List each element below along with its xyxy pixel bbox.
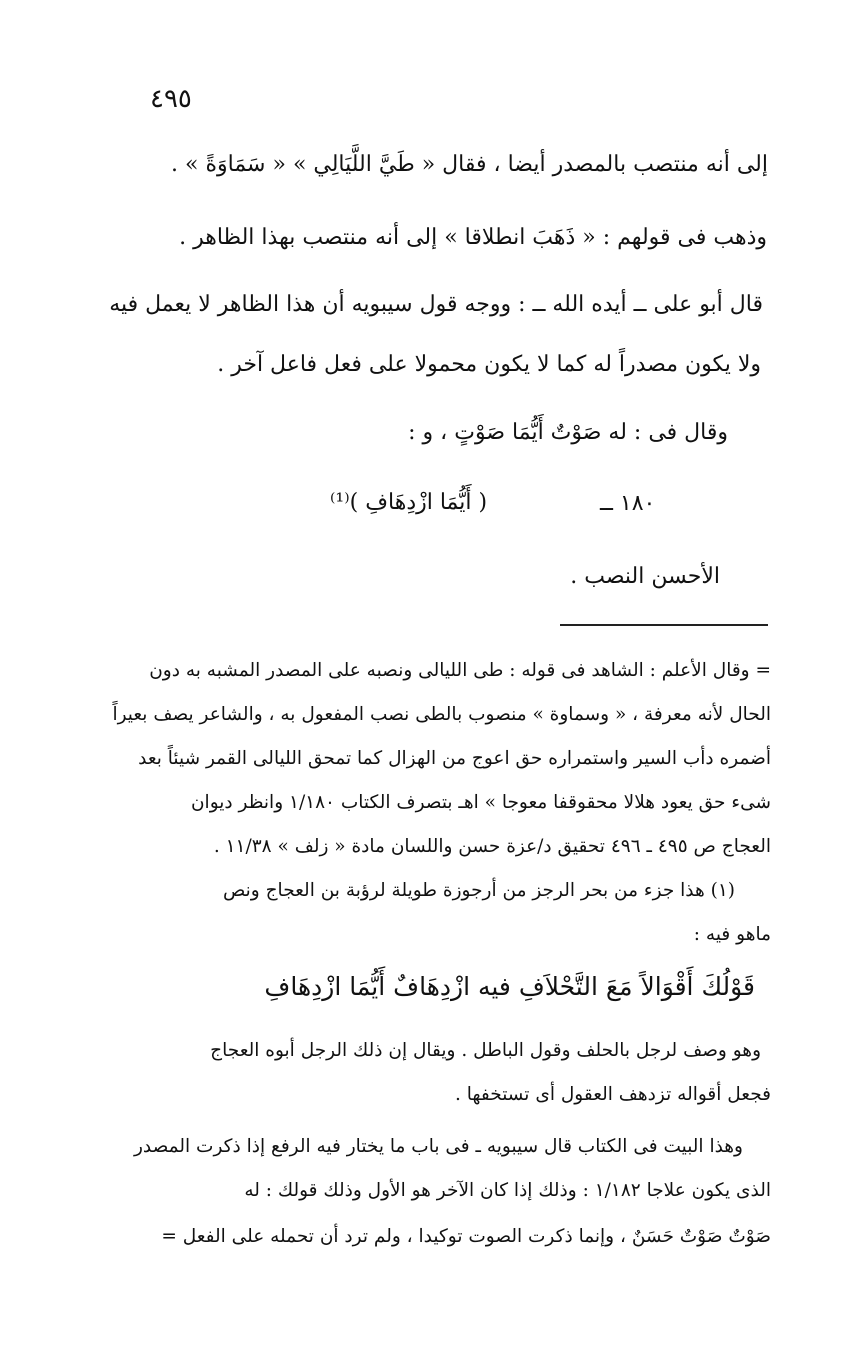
footnote-line-8: وهو وصف لرجل بالحلف وقول الباطل . ويقال إن ذلك الرجل أبوه العجاج bbox=[210, 1040, 761, 1061]
example-number: ١٨٠ ــ bbox=[600, 491, 656, 516]
footnote-line-12: صَوْتٌ صَوْتٌ حَسَنٌ ، وإنما ذكرت الصوت توكيدا ، ولم ترد أن تحمله على الفعل = bbox=[161, 1226, 771, 1247]
page-number: ٤٩٥ bbox=[150, 84, 192, 114]
footnote-line-5: العجاج ص ٤٩٥ ـ ٤٩٦ تحقيق د/عزة حسن واللسان مادة « زلف » ١١/٣٨ . bbox=[213, 836, 771, 857]
main-text-line-6: الأحسن النصب . bbox=[570, 564, 720, 589]
main-text-line-3: قال أبو على ــ أيده الله ــ : ووجه قول سيبويه أن هذا الظاهر لا يعمل فيه bbox=[109, 292, 763, 317]
footnote-separator bbox=[560, 624, 768, 626]
footnote-line-3: أضمره دأب السير واستمراره حق اعوج من الهزال كما تمحق الليالى القمر شيئاً بعد bbox=[138, 748, 771, 769]
footnote-verse: قَوْلُكَ أَقْوَالاً مَعَ التَّحْلاَفِ فيه ازْدِهَافٌ أَيُّمَا ازْدِهَافِ bbox=[264, 972, 755, 1001]
footnote-line-4: شىء حق يعود هلالا محقوقفا معوجا » اهـ بتصرف الكتاب ١/١٨٠ وانظر ديوان bbox=[190, 792, 771, 813]
main-text-line-2: وذهب فى قولهم : « ذَهَبَ انطلاقا » إلى أنه منتصب بهذا الظاهر . bbox=[179, 225, 767, 250]
example-verse: ( أَيُّمَا ازْدِهَافِ )⁽¹⁾ bbox=[330, 490, 488, 515]
footnote-line-2: الحال لأنه معرفة ، « وسماوة » منصوب بالطى نصب المفعول به ، والشاعر يصف بعيراً bbox=[112, 704, 771, 725]
footnote-line-6: (١) هذا جزء من بحر الرجز من أرجوزة طويلة لرؤبة بن العجاج ونص bbox=[222, 880, 735, 901]
footnote-line-11: الذى يكون علاجا ١/١٨٢ : وذلك إذا كان الآخر هو الأول وذلك قولك : له bbox=[244, 1180, 771, 1201]
main-text-line-4: ولا يكون مصدراً له كما لا يكون محمولا على فعل فاعل آخر . bbox=[217, 352, 761, 377]
footnote-line-1: = وقال الأعلم : الشاهد فى قوله : طى الليالى ونصبه على المصدر المشبه به دون bbox=[149, 660, 771, 681]
footnote-line-10: وهذا البيت فى الكتاب قال سيبويه ـ فى باب ما يختار فيه الرفع إذا ذكرت المصدر bbox=[133, 1136, 743, 1157]
main-text-line-5: وقال فى : له صَوْتٌ أَيُّمَا صَوْتٍ ، و : bbox=[408, 420, 728, 445]
footnote-line-9: فجعل أقواله تزدهف العقول أى تستخفها . bbox=[455, 1084, 771, 1105]
main-text-line-1: إلى أنه منتصب بالمصدر أيضا ، فقال « طَيَّ اللَّيَالِي » « سَمَاوَةً » . bbox=[171, 152, 768, 177]
footnote-line-7: ماهو فيه : bbox=[693, 924, 771, 945]
